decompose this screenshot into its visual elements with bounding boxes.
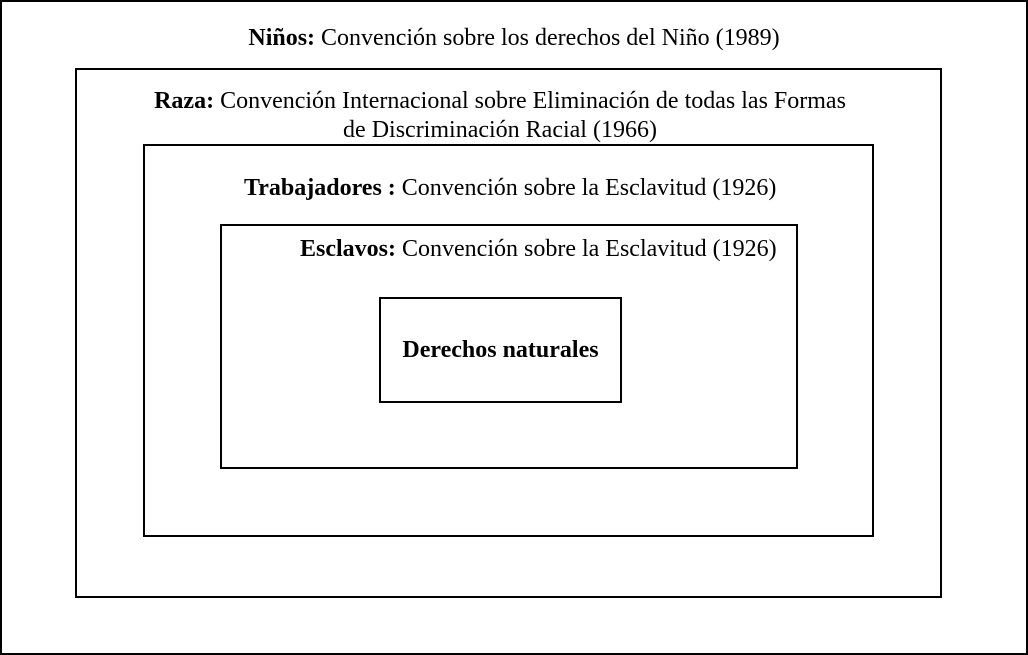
label-ninos bbox=[0, 24, 1028, 53]
label-esclavos-text: Convención sobre la Esclavitud (1926) bbox=[396, 236, 777, 262]
label-trabajadores-bold: Trabajadores : bbox=[244, 175, 396, 201]
label-raza-text-line2: de Discriminación Racial (1966) bbox=[343, 117, 657, 143]
label-raza bbox=[75, 87, 925, 145]
label-trabajadores bbox=[244, 174, 776, 203]
label-esclavos-bold: Esclavos: bbox=[300, 236, 396, 262]
label-ninos-text: Convención sobre los derechos del Niño (1989) bbox=[315, 25, 780, 51]
label-esclavos bbox=[300, 235, 777, 264]
label-raza-bold: Raza: bbox=[154, 88, 215, 114]
label-derechos-naturales-text: Derechos naturales bbox=[402, 336, 599, 363]
label-raza-text: Convención Internacional sobre Eliminación de todas las Formas bbox=[214, 88, 846, 114]
label-trabajadores-text: Convención sobre la Esclavitud (1926) bbox=[395, 175, 777, 201]
label-derechos-naturales bbox=[379, 297, 622, 403]
label-ninos-bold: Niños: bbox=[248, 25, 316, 51]
